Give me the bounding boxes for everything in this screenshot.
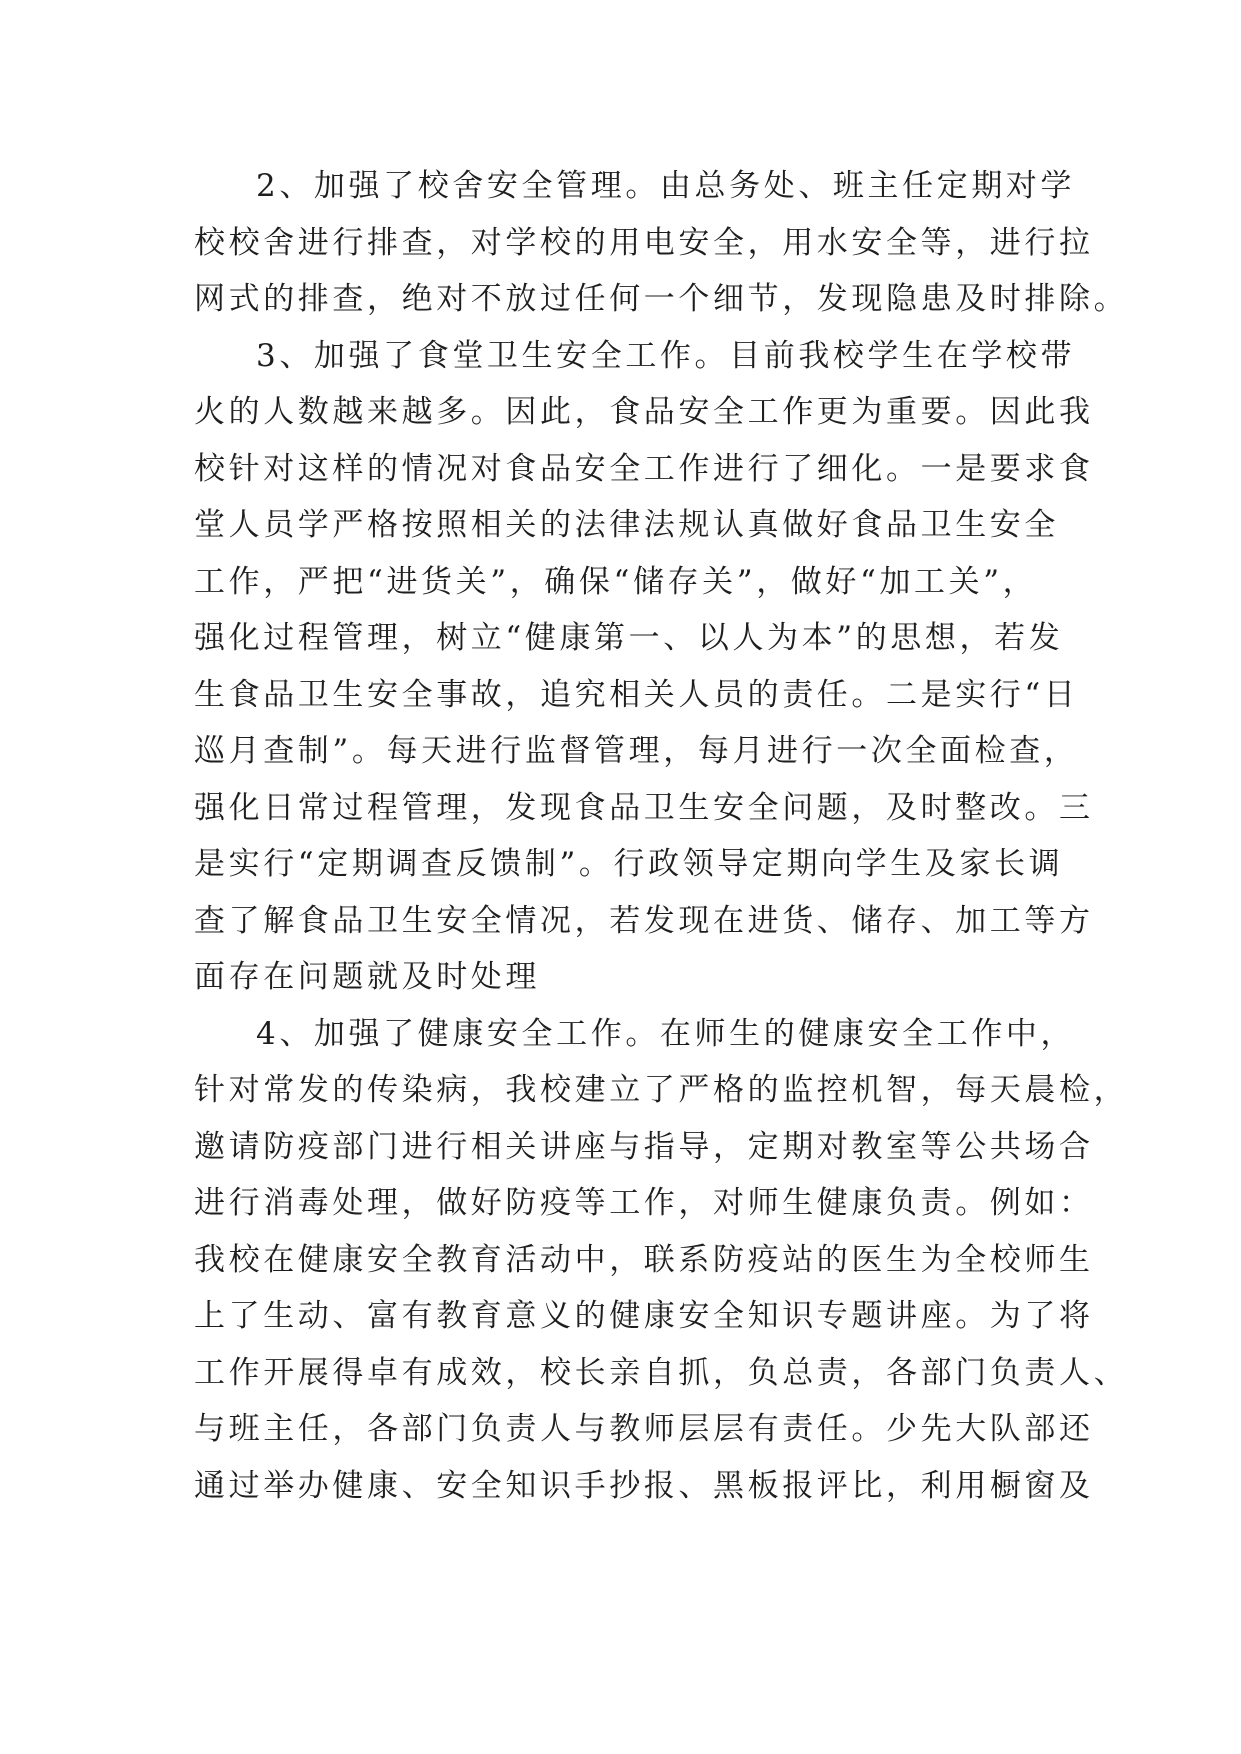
paragraph-4-line: 针对常发的传染病，我校建立了严格的监控机智，每天晨检， xyxy=(194,1072,1129,1108)
paragraph-4-line: 上了生动、富有教育意义的健康安全知识专题讲座。为了将 xyxy=(194,1298,1094,1334)
paragraph-4-line: 我校在健康安全教育活动中，联系防疫站的医生为全校师生 xyxy=(194,1242,1094,1278)
paragraph-3-line: 校针对这样的情况对食品安全工作进行了细化。一是要求食 xyxy=(194,451,1094,487)
paragraph-3-line: 工作，严把“进货关”，确保“储存关”，做好“加工关”， xyxy=(194,564,1038,600)
paragraph-2-line: 2、加强了校舍安全管理。由总务处、班主任定期对学 xyxy=(256,168,1076,204)
paragraph-3-line: 火的人数越来越多。因此，食品安全工作更为重要。因此我 xyxy=(194,394,1094,430)
paragraph-3-line: 巡月查制”。每天进行监督管理，每月进行一次全面检查， xyxy=(194,733,1079,769)
paragraph-4-line: 4、加强了健康安全工作。在师生的健康安全工作中， xyxy=(256,1016,1076,1052)
paragraph-3-line: 强化日常过程管理，发现食品卫生安全问题，及时整改。三 xyxy=(194,790,1094,826)
paragraph-2-line: 校校舍进行排查，对学校的用电安全，用水安全等，进行拉 xyxy=(194,225,1094,261)
paragraph-4-line: 工作开展得卓有成效，校长亲自抓，负总责，各部门负责人、 xyxy=(194,1355,1129,1391)
paragraph-3-line: 3、加强了食堂卫生安全工作。目前我校学生在学校带 xyxy=(256,338,1076,374)
paragraph-3-line: 生食品卫生安全事故，追究相关人员的责任。二是实行“日 xyxy=(194,677,1079,713)
paragraph-3-line: 是实行“定期调查反馈制”。行政领导定期向学生及家长调 xyxy=(194,846,1064,882)
paragraph-4-line: 通过举办健康、安全知识手抄报、黑板报评比，利用橱窗及 xyxy=(194,1468,1094,1504)
paragraph-2-line: 网式的排查，绝对不放过任何一个细节，发现隐患及时排除。 xyxy=(194,281,1129,317)
paragraph-3-line: 强化过程管理，树立“健康第一、以人为本”的思想，若发 xyxy=(194,620,1064,656)
paragraph-4-line: 与班主任，各部门负责人与教师层层有责任。少先大队部还 xyxy=(194,1411,1094,1447)
paragraph-4-line: 进行消毒处理，做好防疫等工作，对师生健康负责。例如： xyxy=(194,1185,1094,1221)
paragraph-3-line: 面存在问题就及时处理 xyxy=(194,959,540,995)
paragraph-4-line: 邀请防疫部门进行相关讲座与指导，定期对教室等公共场合 xyxy=(194,1129,1094,1165)
paragraph-3-line: 堂人员学严格按照相关的法律法规认真做好食品卫生安全 xyxy=(194,507,1059,543)
paragraph-3-line: 查了解食品卫生安全情况，若发现在进货、储存、加工等方 xyxy=(194,903,1094,939)
